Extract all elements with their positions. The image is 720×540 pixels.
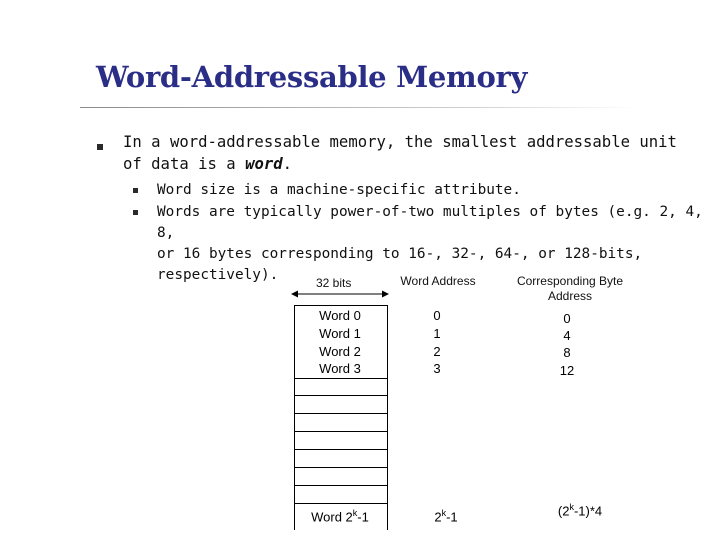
title-underline xyxy=(80,107,640,108)
width-arrow xyxy=(290,288,390,300)
word-address: 3 xyxy=(433,361,441,376)
byte-address: 0 xyxy=(563,311,571,326)
last-addr-exponent: k xyxy=(441,508,447,518)
sub-bullet-1: Word size is a machine-specific attribute. xyxy=(157,182,521,198)
byte-address: 8 xyxy=(563,345,571,360)
memory-divider xyxy=(294,378,388,379)
emphasis-word: word xyxy=(245,155,283,173)
memory-divider xyxy=(294,413,388,414)
word-label: Word 3 xyxy=(319,361,361,376)
last-word-label xyxy=(296,508,384,524)
bullet-line-1: In a word-addressable memory, the smallest addressable unit xyxy=(123,133,677,151)
byte-address: 4 xyxy=(563,328,571,343)
word-address: 1 xyxy=(433,326,441,341)
bullet-line-2 xyxy=(123,153,677,175)
last-byte-address xyxy=(530,502,630,518)
word-label: Word 2 xyxy=(319,344,361,359)
memory-divider xyxy=(294,485,388,486)
width-label: 32 bits xyxy=(316,276,352,290)
sub-bullet-2-line-3: respectively). xyxy=(157,267,279,283)
word-label: Word 0 xyxy=(319,308,361,323)
bullet-text xyxy=(123,131,677,175)
col-header-byte-address xyxy=(500,274,640,304)
memory-divider xyxy=(294,467,388,468)
bullet-line-2-prefix: of data is a xyxy=(123,155,246,173)
bullet-line-2-suffix: . xyxy=(282,155,293,173)
bullet-marker xyxy=(97,144,103,150)
word-label: Word 1 xyxy=(319,326,361,341)
last-word-exponent: k xyxy=(352,508,358,518)
sub-bullet-marker xyxy=(133,188,138,193)
sub-bullet-2-line-2: or 16 bytes corresponding to 16-, 32-, 64-, or 128-bits, xyxy=(157,246,643,262)
sub-bullet-marker xyxy=(133,210,138,215)
last-addr-suffix: -1 xyxy=(446,509,458,525)
memory-divider xyxy=(294,503,388,504)
col-header-byte-address-line-2: Address xyxy=(547,289,593,303)
col-header-byte-address-line-1: Corresponding Byte xyxy=(516,274,624,288)
word-address: 2 xyxy=(433,344,441,359)
memory-divider xyxy=(294,431,388,432)
byte-address: 12 xyxy=(559,363,575,378)
last-byte-prefix: (2 xyxy=(557,503,570,519)
word-address: 0 xyxy=(433,308,441,323)
last-word-address xyxy=(418,508,474,524)
memory-divider xyxy=(294,449,388,450)
sub-bullet-2-line-1: Words are typically power-of-two multiples of bytes (e.g. 2, 4, 8, xyxy=(157,204,703,241)
last-word-suffix: -1 xyxy=(357,509,369,525)
memory-divider xyxy=(294,395,388,396)
last-byte-exponent: k xyxy=(569,502,574,512)
col-header-word-address: Word Address xyxy=(400,274,476,288)
last-byte-suffix: -1)*4 xyxy=(573,503,603,519)
last-word-prefix: Word 2 xyxy=(311,509,353,525)
page-title: Word-Addressable Memory xyxy=(96,60,528,94)
last-addr-prefix: 2 xyxy=(434,509,442,525)
